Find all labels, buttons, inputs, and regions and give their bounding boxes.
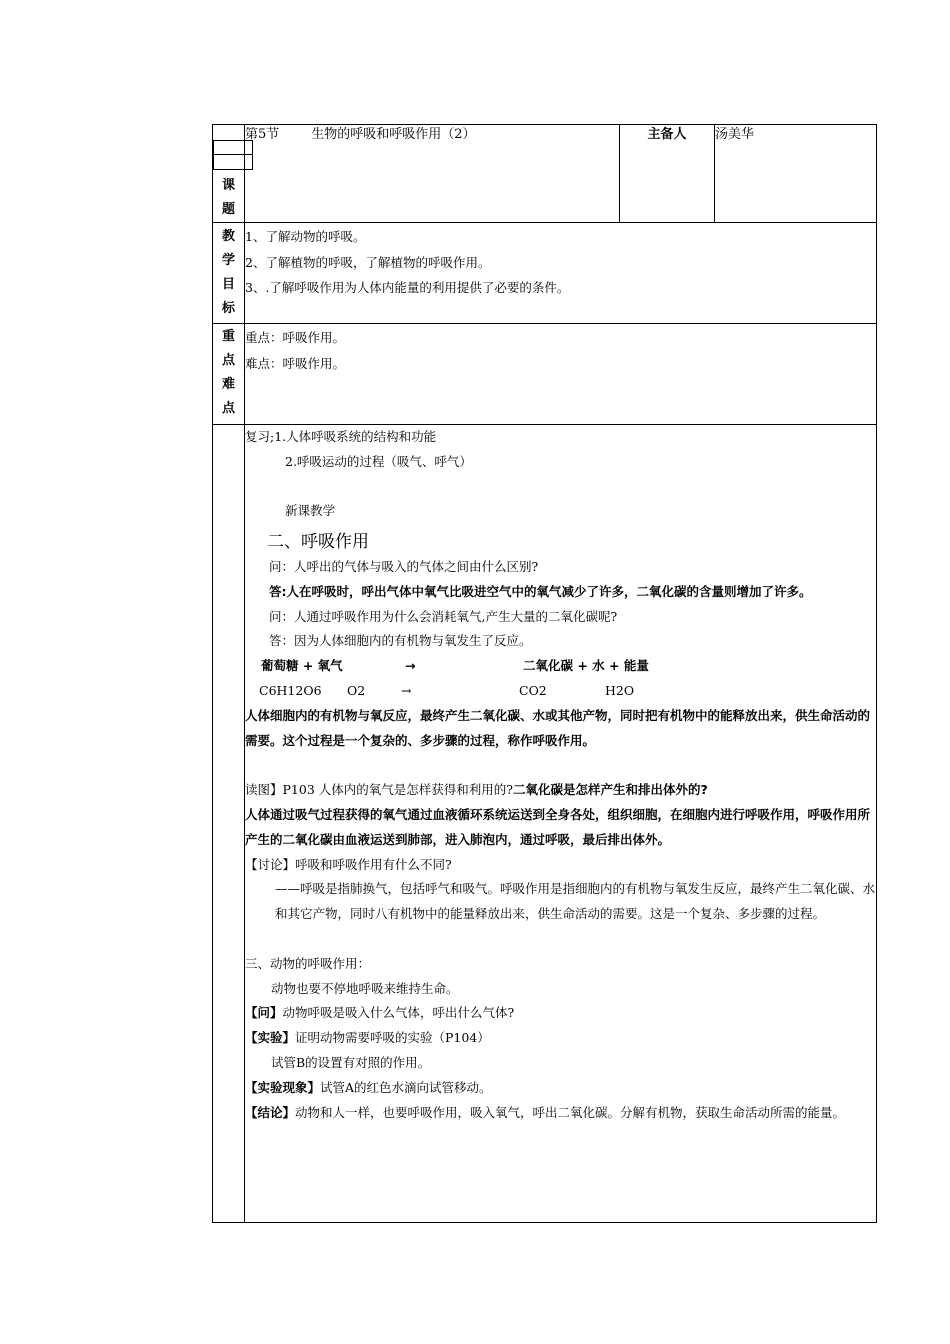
question-1: 问：人呼出的气体与吸入的气体之间由什么区别?: [269, 558, 539, 574]
label-char: 点: [221, 353, 235, 368]
formula-water: H2O: [605, 682, 635, 698]
review-line: 2.呼吸运动的过程（吸气、呼气）: [285, 453, 472, 469]
content-label-cell: [213, 425, 245, 1223]
read-figure-bold-question: 二氧化碳是怎样产生和排出体外的?: [512, 782, 708, 798]
question-2: 问：人通过呼吸作用为什么会消耗氧气,产生大量的二氧化碳呢?: [269, 608, 618, 624]
discussion-question: 呼吸和呼吸作用有什么不同?: [295, 856, 452, 872]
definition: 人体细胞内的有机物与氧反应，最终产生二氧化碳、水或其他产物，同时把有机物中的能释放出来，供生命活动的需要。这个过程是一个复杂的、多步骤的过程，称作呼吸作用。: [245, 707, 871, 748]
phenomenon-text: 试管A的红色水滴向试管移动。: [320, 1079, 492, 1095]
label-char: 教: [221, 229, 235, 244]
preparer-name: 汤美华: [715, 125, 877, 223]
conclusion-text: 动物和人一样，也要呼吸作用，吸入氧气，呼出二氧化碳。分解有机物，获取生命活动所需的能量。: [295, 1104, 846, 1120]
header-row: [213, 125, 877, 223]
phenomenon-line: [245, 1076, 876, 1101]
ask-text: 动物呼吸是吸入什么气体，呼出什么气体?: [282, 1005, 515, 1021]
lesson-number: 第5节: [245, 127, 280, 142]
objectives-content: [245, 223, 877, 324]
objectives-label: [213, 223, 245, 324]
lesson-content: [245, 425, 877, 1223]
key-point-item: 重点：呼吸作用。: [245, 330, 346, 345]
experiment-line: [245, 1026, 876, 1051]
answer-2: 答：因为人体细胞内的有机物与氧发生了反应。: [269, 633, 532, 649]
read-figure-answer: 人体通过吸气过程获得的氧气通过血液循环系统运送到全身各处，组织细胞，在细胞内进行呼吸作用，呼吸作用所产生的二氧化碳由血液运送到肺部，进入肺泡内，通过呼吸，最后排出体外。: [245, 806, 871, 847]
topic-label-char: 题: [221, 202, 235, 217]
discussion-answer: ——呼吸是指肺换气，包括呼气和吸气。呼吸作用是指细胞内的有机物与氧发生反应，最终产生二氧化碳、水和其它产物，同时八有机物中的能量释放出来，供生命活动的需要。这是一个复杂、多步骤的过程。: [275, 881, 876, 922]
section-3-title: 三、动物的呼吸作用：: [245, 955, 371, 971]
label-char: 标: [221, 301, 235, 316]
label-char: 目: [221, 277, 235, 292]
topic-label-cell: [213, 125, 245, 223]
answer-1: 答:人在呼吸时，呼出气体中氧气比吸进空气中的氧气减少了许多，二氧化碳的含量则增加了许多。: [269, 583, 812, 599]
checkbox-grid-icon: [213, 140, 253, 170]
read-figure-question: 读图】P103 人体内的氧气是怎样获得和利用的?: [245, 782, 513, 798]
section-3-line: 动物也要不停地呼吸来维持生命。: [271, 980, 459, 996]
key-points-label: [213, 324, 245, 425]
objective-item: 2、了解植物的呼吸，了解植物的呼吸作用。: [245, 254, 491, 270]
lesson-name: 生物的呼吸和呼吸作用（2）: [311, 127, 476, 142]
eq-reactants: 葡萄糖 + 氧气: [261, 658, 343, 674]
lesson-plan-document: [212, 124, 876, 1223]
discussion-line: [245, 853, 876, 878]
preparer-label: 主备人: [620, 125, 715, 223]
read-figure-line: [245, 778, 876, 803]
label-char: 重: [221, 329, 235, 344]
conclusion-tag: 【结论】: [245, 1104, 296, 1120]
key-point-item: 难点：呼吸作用。: [245, 355, 346, 371]
eq-products: 二氧化碳 + 水 + 能量: [523, 658, 649, 674]
formula-oxygen: O2: [347, 682, 366, 698]
equation-words: [245, 654, 876, 679]
formula-arrow: →: [401, 682, 412, 698]
new-lesson-heading: 新课教学: [285, 503, 336, 519]
phenomenon-tag: 【实验现象】: [245, 1079, 321, 1095]
conclusion-line: [245, 1101, 876, 1126]
objective-item: 1、了解动物的呼吸。: [245, 229, 366, 244]
discussion-tag: 【讨论】: [245, 856, 296, 872]
ask-tag: 【问】: [245, 1005, 283, 1021]
formula-glucose: C6H12O6: [259, 682, 322, 698]
experiment-line-2: 试管B的设置有对照的作用。: [271, 1054, 431, 1070]
experiment-tag: 【实验】: [245, 1030, 296, 1046]
label-char: 学: [221, 253, 235, 268]
ask-line: [245, 1001, 876, 1026]
section-2-title: 二、呼吸作用: [267, 532, 369, 553]
topic-label-char: 课: [221, 178, 235, 193]
objective-item: 3、.了解呼吸作用为人体内能量的利用提供了必要的条件。: [245, 280, 570, 296]
objectives-row: [213, 223, 877, 324]
content-row: [213, 425, 877, 1223]
lesson-title-cell: [245, 125, 620, 223]
eq-arrow: →: [405, 658, 416, 674]
review-line: 复习;1.人体呼吸系统的结构和功能: [245, 429, 437, 444]
formula-co2: CO2: [519, 682, 547, 698]
label-char: 难: [221, 377, 235, 392]
key-points-content: [245, 324, 877, 425]
label-char: 点: [221, 401, 235, 416]
key-points-row: [213, 324, 877, 425]
lesson-plan-table: [212, 124, 877, 1223]
experiment-text: 证明动物需要呼吸的实验（P104）: [295, 1030, 490, 1046]
equation-formula: [245, 679, 876, 704]
